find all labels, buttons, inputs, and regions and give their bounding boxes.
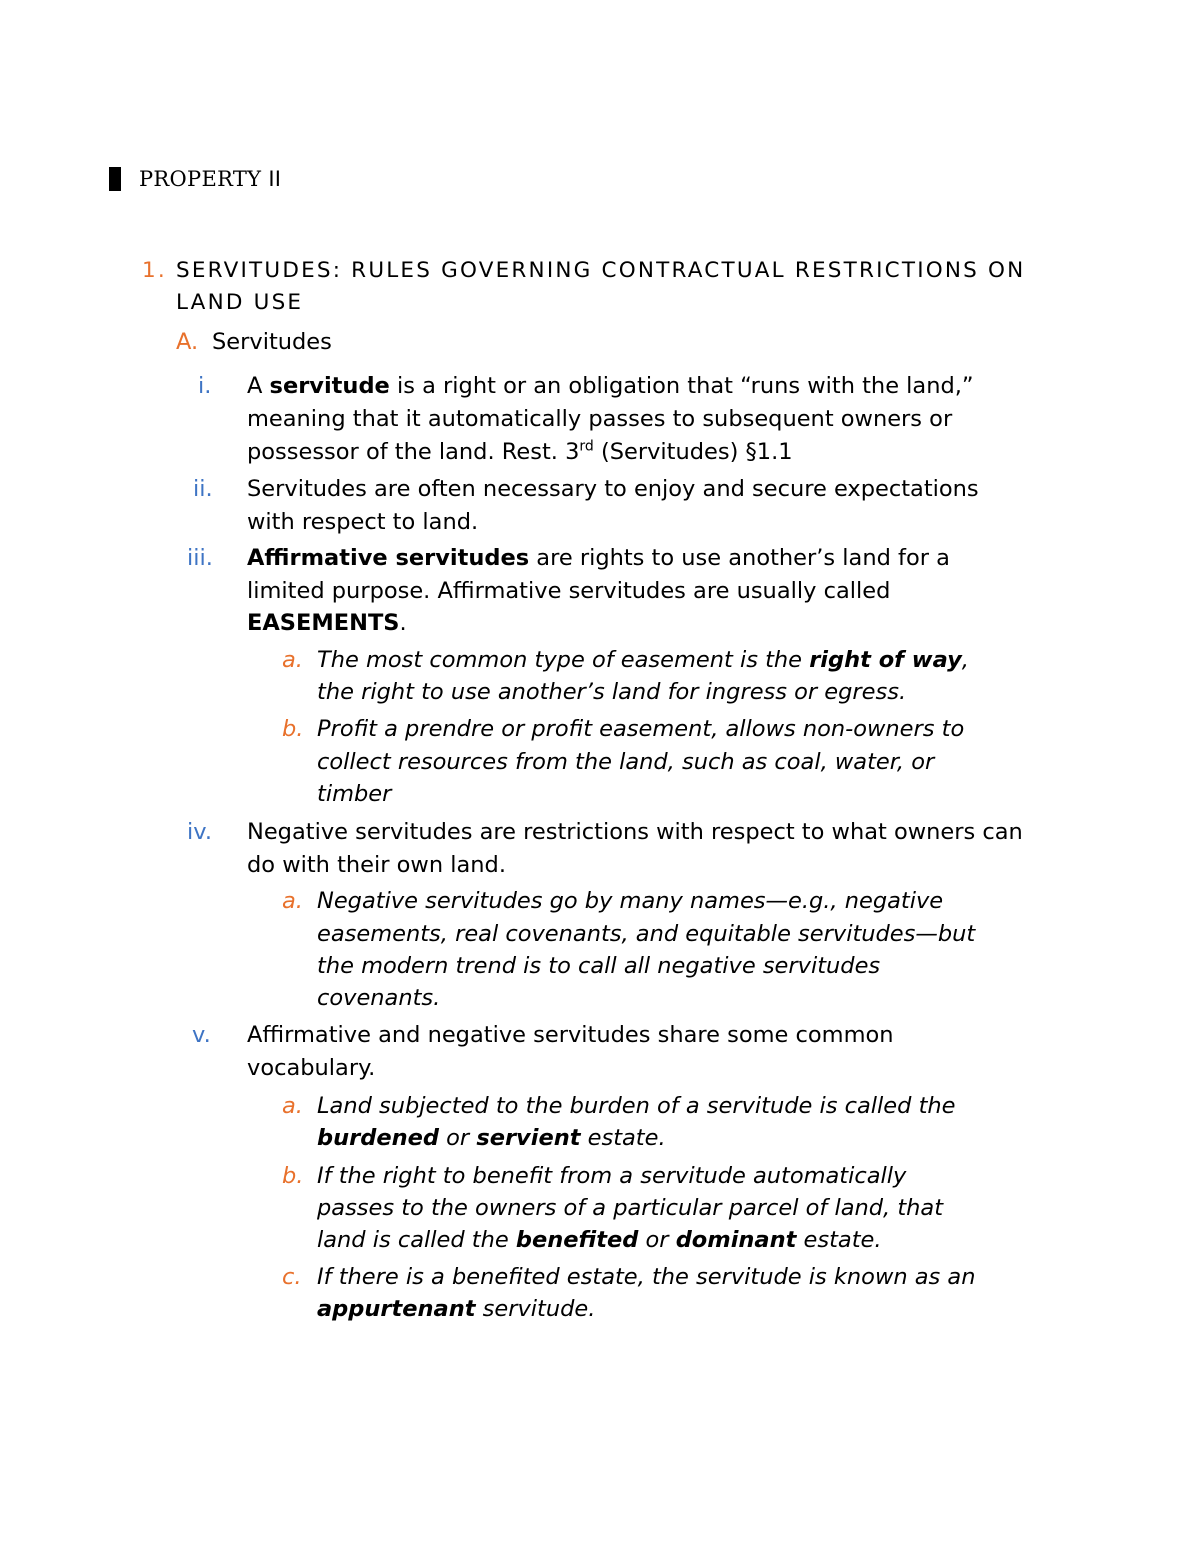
item-i-line3: possessor of the land. Rest. 3rd (Servitudes) §1.1 xyxy=(247,438,793,465)
item-iv-marker: iv. xyxy=(187,819,212,845)
item-i-line1: A servitude is a right or an obligation that “runs with the land,” xyxy=(247,373,974,399)
page-header xyxy=(109,165,281,193)
item-iii-a-line2: the right to use another’s land for ingress or egress. xyxy=(317,679,907,705)
item-iii-a-line1: The most common type of easement is the right of way, xyxy=(317,647,969,673)
item-v-line1: Affirmative and negative servitudes share some common xyxy=(247,1022,894,1048)
item-i-line2: meaning that it automatically passes to subsequent owners or xyxy=(247,406,953,432)
item-v-b-line3: land is called the benefited or dominant estate. xyxy=(317,1227,882,1253)
item-v-c-marker: c. xyxy=(282,1264,302,1290)
item-iv-a-line4: covenants. xyxy=(317,985,441,1011)
item-v-a-line2: burdened or servient estate. xyxy=(317,1125,666,1151)
item-iii-line3: EASEMENTS. xyxy=(247,610,407,636)
item-iv-a-line3: the modern trend is to call all negative servitudes xyxy=(317,953,881,979)
subsection-title: Servitudes xyxy=(212,329,332,355)
item-iv-line2: do with their own land. xyxy=(247,852,506,878)
item-iii-line2: limited purpose. Affirmative servitudes are usually called xyxy=(247,578,891,604)
item-ii-line2: with respect to land. xyxy=(247,509,479,535)
item-iii-a-marker: a. xyxy=(282,647,303,673)
item-v-b-line1: If the right to benefit from a servitude automatically xyxy=(317,1163,907,1189)
item-v-c-line1: If there is a benefited estate, the servitude is known as an xyxy=(317,1264,976,1290)
item-iii-b-line3: timber xyxy=(317,781,392,807)
item-iii-b-line2: collect resources from the land, such as coal, water, or xyxy=(317,749,935,775)
item-iv-a-line1: Negative servitudes go by many names—e.g., negative xyxy=(317,888,944,914)
section-number: 1. xyxy=(142,258,167,283)
item-iii-line1: Affirmative servitudes are rights to use another’s land for a xyxy=(247,545,950,571)
item-v-line2: vocabulary. xyxy=(247,1055,376,1081)
item-v-marker: v. xyxy=(192,1022,211,1048)
subsection-letter: A. xyxy=(176,329,199,355)
item-iii-b-marker: b. xyxy=(282,716,304,742)
item-v-a-line1: Land subjected to the burden of a servitude is called the xyxy=(317,1093,956,1119)
item-ii-marker: ii. xyxy=(193,476,213,502)
item-v-a-marker: a. xyxy=(282,1093,303,1119)
page-title: PROPERTY II xyxy=(139,167,282,191)
item-iii-b-line1: Profit a prendre or profit easement, allows non-owners to xyxy=(317,716,965,742)
item-v-b-line2: passes to the owners of a particular parcel of land, that xyxy=(317,1195,944,1221)
item-iv-a-marker: a. xyxy=(282,888,303,914)
item-v-b-marker: b. xyxy=(282,1163,304,1189)
item-i-marker: i. xyxy=(198,373,212,399)
item-iv-line1: Negative servitudes are restrictions with respect to what owners can xyxy=(247,819,1023,845)
header-bar xyxy=(109,167,121,191)
item-ii-line1: Servitudes are often necessary to enjoy and secure expectations xyxy=(247,476,979,502)
section-title-line2: LAND USE xyxy=(176,290,304,315)
item-iii-marker: iii. xyxy=(187,545,213,571)
section-title-line1: SERVITUDES: RULES GOVERNING CONTRACTUAL RESTRICTIONS ON xyxy=(176,258,1026,283)
item-iv-a-line2: easements, real covenants, and equitable servitudes—but xyxy=(317,921,976,947)
item-v-c-line2: appurtenant servitude. xyxy=(317,1296,596,1322)
